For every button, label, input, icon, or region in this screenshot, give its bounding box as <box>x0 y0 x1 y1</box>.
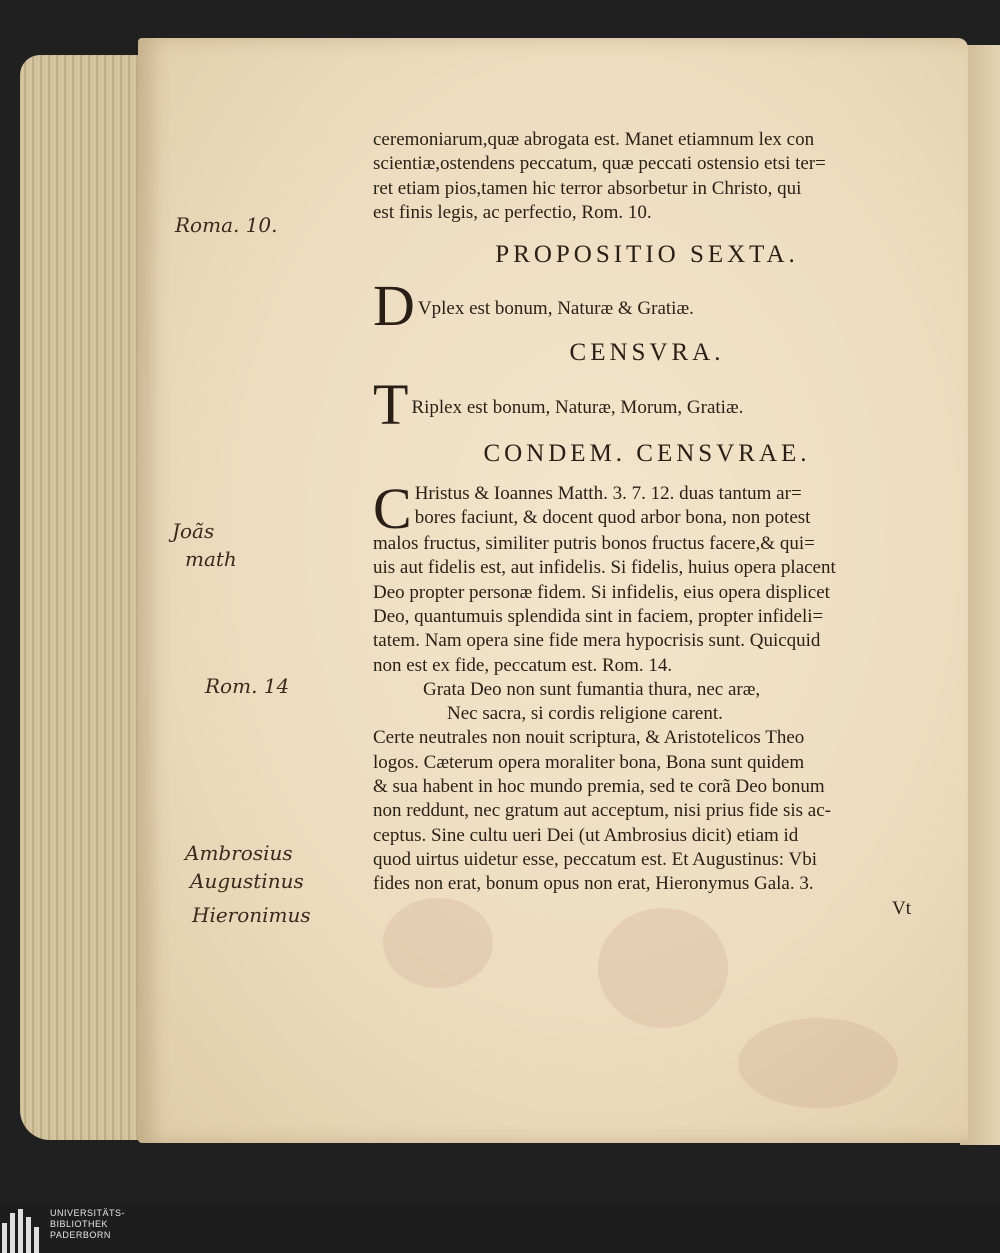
library-name-line: BIBLIOTHEK <box>50 1219 109 1229</box>
text-line: bores faciunt, & docent quod arbor bona, non potest <box>414 507 811 529</box>
text-line: Deo, quantumuis splendida sint in faciem, propter infideli= <box>373 605 824 627</box>
text-line: Riplex est bonum, Naturæ, Morum, Gratiæ. <box>411 396 744 418</box>
margin-note-matth: math <box>185 547 237 571</box>
library-name <box>50 1208 125 1241</box>
margin-note-ambrosius: Ambrosius <box>185 841 293 865</box>
text-line: ret etiam pios,tamen hic terror absorbetur in Christo, qui <box>373 177 802 199</box>
text-line: non reddunt, nec gratum aut acceptum, nisi prius fide sis ac- <box>373 800 831 822</box>
margin-note-rom: Rom. 14 <box>205 674 290 698</box>
text-line: quod uirtus uidetur esse, peccatum est. Et Augustinus: Vbi <box>373 848 817 870</box>
censura-statement <box>373 371 921 437</box>
text-line: Hristus & Ioannes Matth. 3. 7. 12. duas tantum ar= <box>414 483 802 505</box>
margin-note-joannes: Joãs <box>172 519 215 543</box>
text-line: uis aut fidelis est, aut infidelis. Si fidelis, huius opera placent <box>373 557 836 579</box>
library-name-line: PADERBORN <box>50 1230 111 1240</box>
page-edges <box>20 55 150 1140</box>
stain <box>598 908 728 1028</box>
text-line: ceptus. Sine cultu ueri Dei (ut Ambrosius dicit) etiam id <box>373 824 799 846</box>
text-line: non est ex fide, peccatum est. Rom. 14. <box>373 654 673 676</box>
text-line: tatem. Nam opera sine fide mera hypocrisis sunt. Quicquid <box>373 630 821 652</box>
text-line: malos fructus, similiter putris bonos fructus facere,& qui= <box>373 533 815 555</box>
library-name-line: UNIVERSITÄTS- <box>50 1208 126 1218</box>
text-line: est finis legis, ac perfectio, Rom. 10. <box>373 201 652 223</box>
body-paragraph <box>373 476 921 921</box>
heading-censura: CENSVRA. <box>569 339 725 367</box>
stain <box>738 1018 898 1108</box>
drop-initial: C <box>373 476 412 542</box>
text-line: fides non erat, bonum opus non erat, Hieronymus Gala. 3. <box>373 873 814 895</box>
drop-initial: D <box>373 273 415 339</box>
margin-note-hieronimus: Hieronimus <box>192 903 311 927</box>
text-line: scientiæ,ostendens peccatum, quæ peccati ostensio etsi ter= <box>373 153 826 175</box>
opening-paragraph <box>373 128 921 225</box>
margin-note-roma: Roma. 10. <box>175 213 278 237</box>
text-line: Certe neutrales non nouit scriptura, & Aristotelicos Theo <box>373 727 805 749</box>
propositio-statement <box>373 273 921 339</box>
text-line: Vplex est bonum, Naturæ & Gratiæ. <box>417 298 694 320</box>
text-line: ceremoniarum,quæ abrogata est. Manet etiamnum lex con <box>373 129 815 150</box>
heading-propositio: PROPOSITIO SEXTA. <box>495 241 799 269</box>
library-footer <box>0 1203 1000 1253</box>
heading-condem-censurae: CONDEM. CENSVRAE. <box>483 439 811 467</box>
drop-initial: T <box>373 371 409 437</box>
margin-note-augustinus: Augustinus <box>190 869 304 893</box>
main-text <box>373 128 921 921</box>
catchword: Vt <box>892 897 911 919</box>
verse-line: Grata Deo non sunt fumantia thura, nec aræ, <box>423 678 761 700</box>
text-line: Deo propter personæ fidem. Si infidelis, eius opera displicet <box>373 581 830 603</box>
text-line: & sua habent in hoc mundo premia, sed te corã Deo bonum <box>373 776 825 798</box>
text-line: logos. Cæterum opera moraliter bona, Bona sunt quidem <box>373 751 805 773</box>
verse-line: Nec sacra, si cordis religione carent. <box>447 703 723 725</box>
library-logo-icon <box>2 1209 42 1253</box>
